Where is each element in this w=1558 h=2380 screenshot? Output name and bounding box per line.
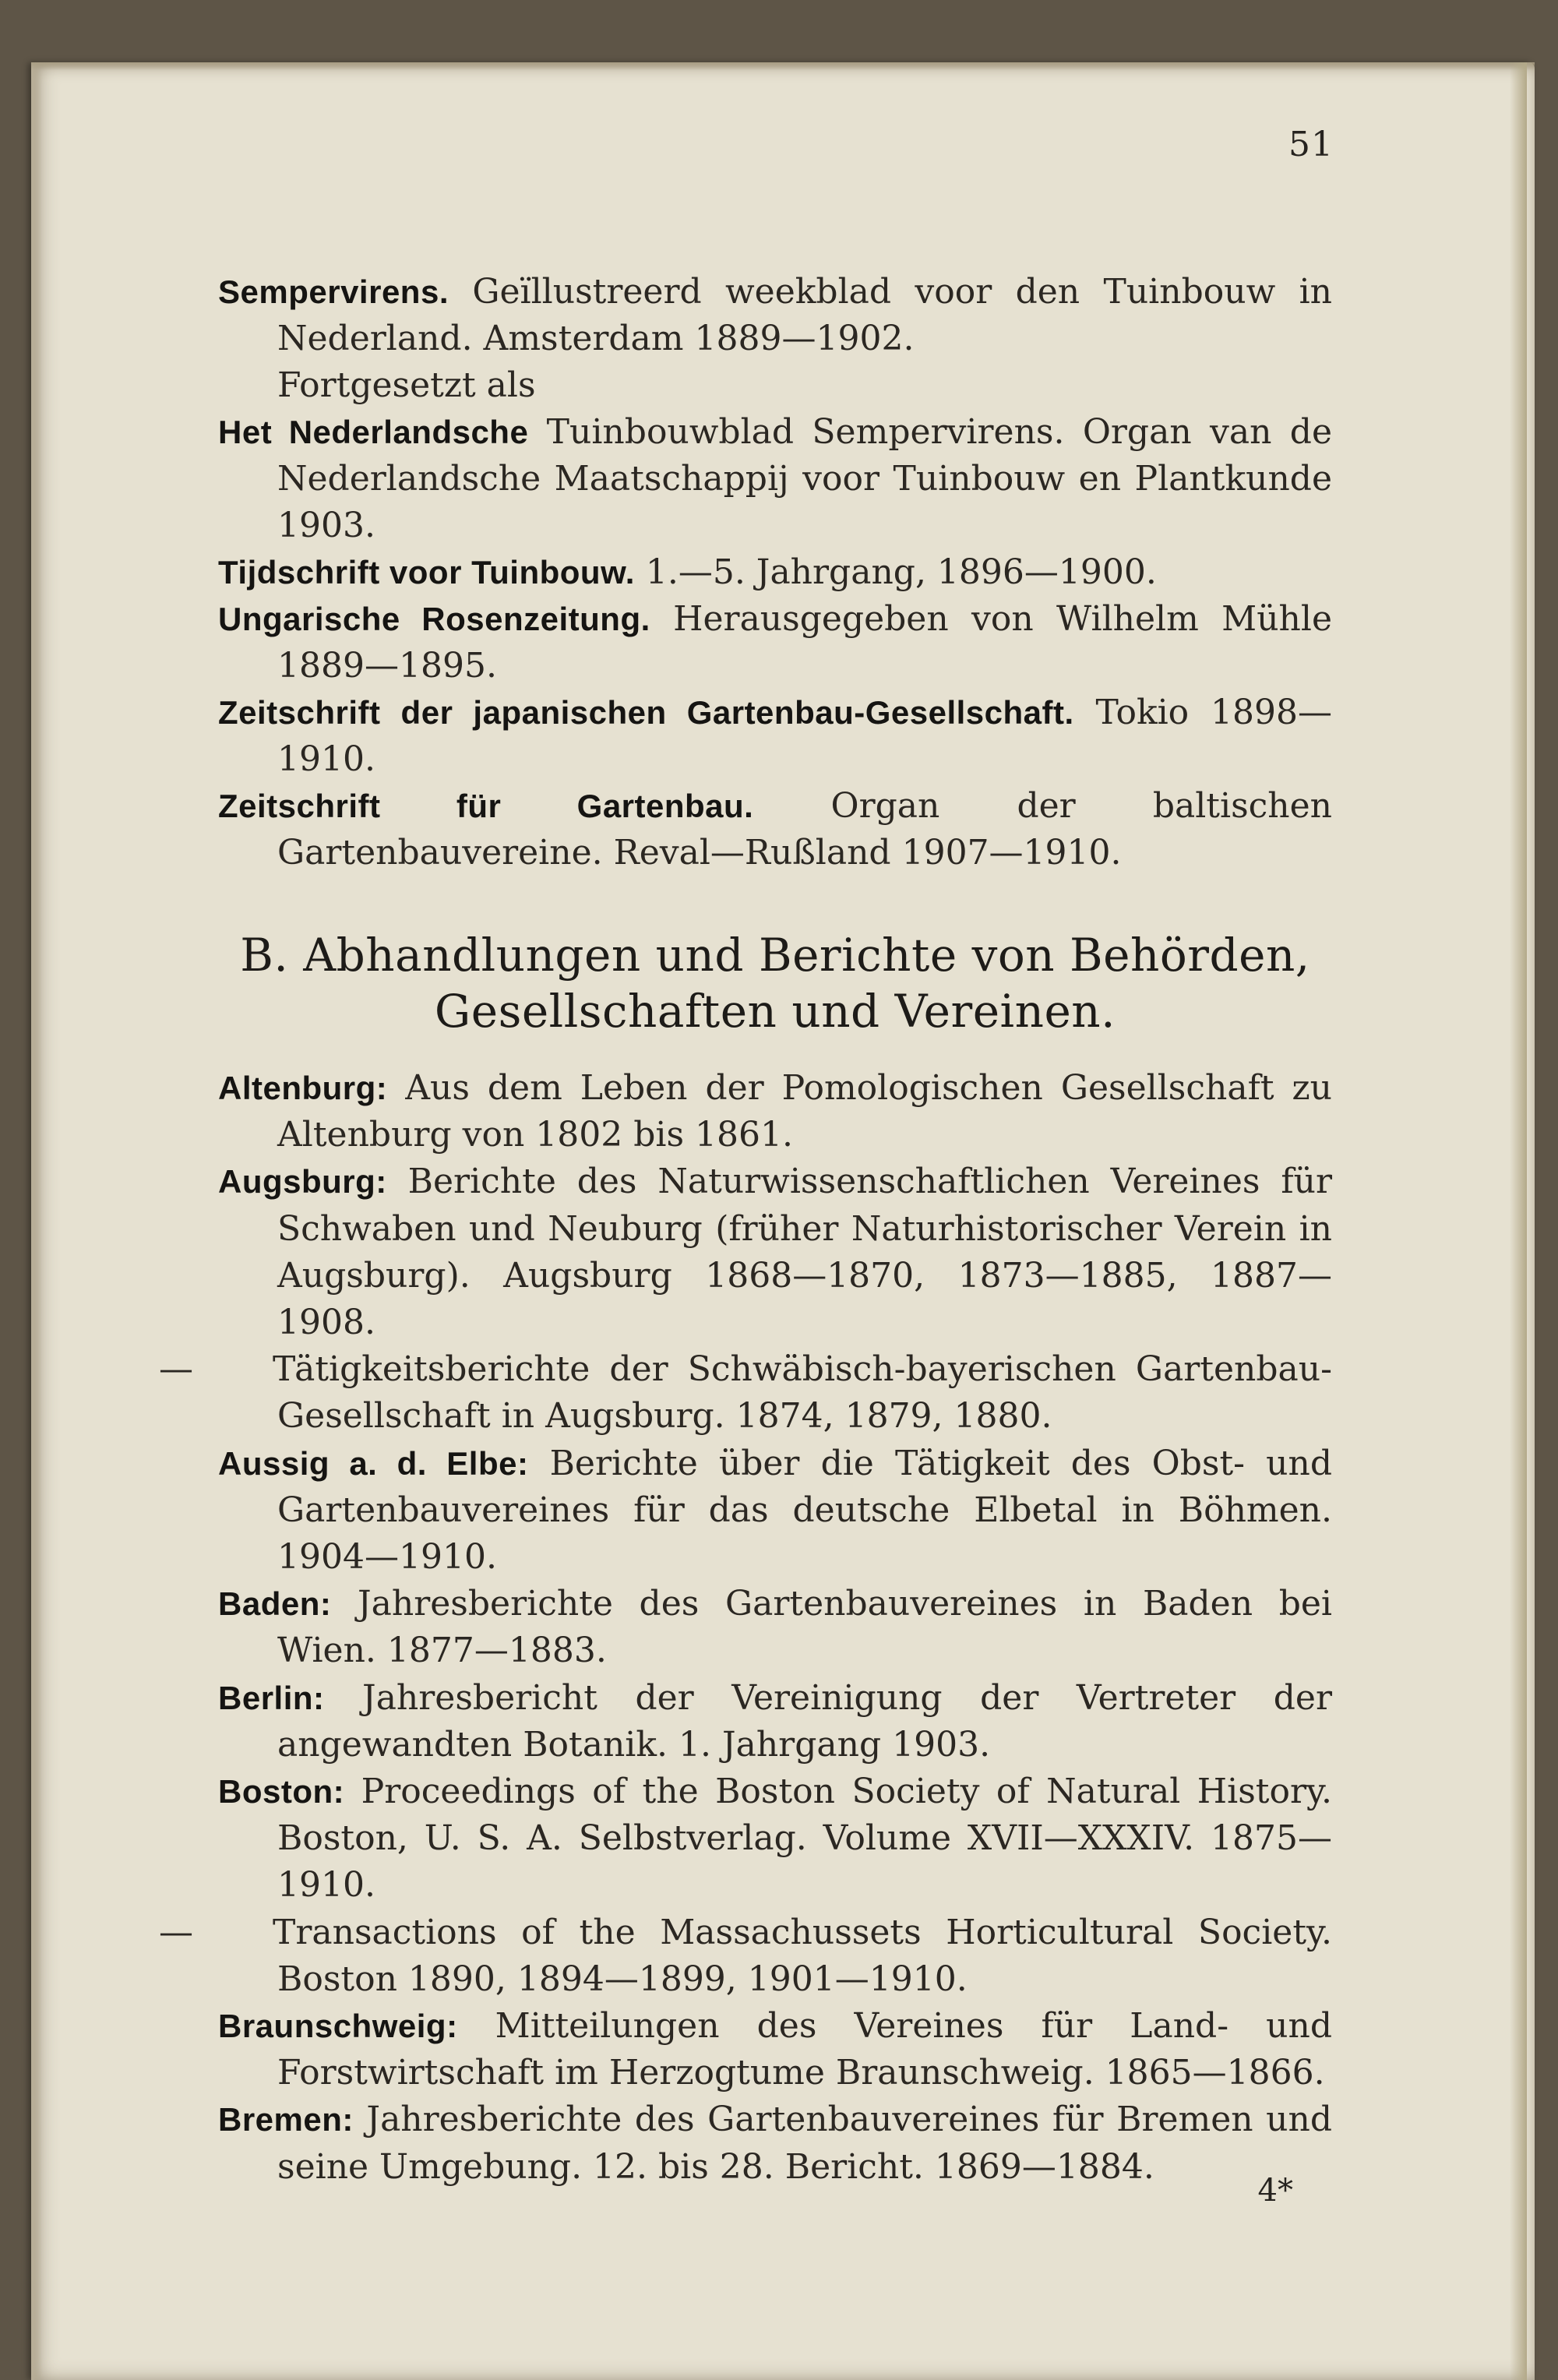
society-entry (218, 1440, 1332, 1581)
section-heading-line: B. Abhandlungen und Berichte von Behörden, (240, 929, 1310, 982)
journal-continuation: Fortgesetzt als (277, 365, 536, 405)
society-entry (218, 2096, 1332, 2190)
entry-heading: Tijdschrift voor Tuinbouw. (218, 554, 635, 591)
entry-heading: Augsburg: (218, 1163, 387, 1201)
section-heading (218, 927, 1332, 1039)
entry-heading: Het Nederlandsche (218, 414, 529, 450)
entry-text: Aus dem Leben der Pomologischen Gesellschaft zu Altenburg von 1802 bis 1861. (277, 1068, 1332, 1155)
entry-heading: Bremen: (218, 2101, 354, 2138)
entry-text: Berichte des Naturwissenschaftlichen Vereines für Schwaben und Neuburg (früher Naturhistorischer Verein in Augsburg). Augsburg 1868—1870, 1873—1885, 1887—1908. (277, 1162, 1332, 1343)
journal-list (218, 269, 1332, 876)
entry-heading: Ungarische Rosenzeitung. (218, 601, 650, 637)
entry-heading: Aussig a. d. Elbe: (218, 1444, 529, 1482)
society-entry (218, 2003, 1332, 2096)
entry-text: Tokio 1898—1910. (277, 693, 1332, 779)
journal-entry (218, 596, 1332, 689)
entry-text: Organ der baltischen Gartenbauvereine. Reval—Rußland 1907—1910. (277, 786, 1333, 873)
entry-text: Tätigkeitsberichte der Schwäbisch-bayerischen Gartenbau-Gesellschaft in Augsburg. 1874, 1879, 1880. (273, 1349, 1332, 1437)
entry-heading: Berlin: (218, 1679, 325, 1716)
page-number: 51 (1288, 125, 1334, 164)
entry-text: Transactions of the Massachussets Horticultural Society. Boston 1890, 1894—1899, 1901—1910. (273, 1912, 1332, 1999)
entry-heading: Baden: (218, 1585, 332, 1623)
journal-entry (218, 689, 1332, 783)
entry-heading: Braunschweig: (218, 2008, 458, 2045)
journal-entry (218, 783, 1332, 876)
entry-text: Tuinbouwblad Sempervirens. Organ van de Nederlandsche Maatschappij voor Tuinbouw en Plantkunde 1903. (277, 412, 1332, 545)
society-entry (218, 1675, 1332, 1768)
entry-heading: Zeitschrift für Gartenbau. (218, 788, 754, 824)
entry-text: 1.—5. Jahrgang, 1896—1900. (634, 552, 1157, 592)
entry-text: Jahresbericht der Vereinigung der Vertreter der angewandten Botanik. 1. Jahrgang 1903. (277, 1677, 1332, 1765)
journal-entry (218, 269, 1332, 362)
entry-text: Mitteilungen des Vereines für Land- und Forstwirtschaft im Herzogtume Braunschweig. 1865—1866. (277, 2006, 1332, 2093)
society-list (159, 1065, 1332, 2191)
society-entry (159, 1346, 1332, 1440)
page-gutter-shadow (31, 62, 42, 2380)
entry-text: Geïllustreerd weekblad voor den Tuinbouw in Nederland. Amsterdam 1889—1902. (277, 272, 1332, 358)
entry-heading: Sempervirens. (218, 273, 449, 310)
entry-heading: Altenburg: (218, 1070, 388, 1106)
signature-mark: 4* (1257, 2173, 1293, 2209)
society-entry (218, 1768, 1332, 1909)
society-entry (218, 1065, 1332, 1158)
entry-text: Jahresberichte des Gartenbauvereines in Baden bei Wien. 1877—1883. (277, 1584, 1332, 1671)
entry-text: Berichte über die Tätigkeit des Obst- und Gartenbauvereines für das deutsche Elbetal in Böhmen. 1904—1910. (277, 1443, 1332, 1578)
journal-entry (218, 409, 1332, 549)
entry-heading: Zeitschrift der japanischen Gartenbau-Gesellschaft. (218, 694, 1074, 731)
page-right-edge (1510, 62, 1527, 2380)
entry-text: Herausgegeben von Wilhelm Mühle 1889—1895. (277, 599, 1332, 686)
page-content (159, 0, 1334, 2318)
ditto-dash: — (159, 1912, 193, 1952)
society-entry (218, 1158, 1332, 1346)
society-entry (218, 1581, 1332, 1674)
journal-entry (218, 549, 1332, 596)
entry-text: Jahresberichte des Gartenbauvereines für Bremen und seine Umgebung. 12. bis 28. Bericht. 1869—1884. (277, 2100, 1332, 2187)
entry-heading: Boston: (218, 1773, 345, 1811)
ditto-dash: — (159, 1349, 193, 1390)
society-entry (159, 1909, 1332, 2003)
section-heading-line: Gesellschaften und Vereinen. (434, 985, 1116, 1038)
entry-text: Proceedings of the Boston Society of Natural History. Boston, U. S. A. Selbstverlag. Volume XVII—XXXIV. 1875—1910. (277, 1772, 1332, 1906)
